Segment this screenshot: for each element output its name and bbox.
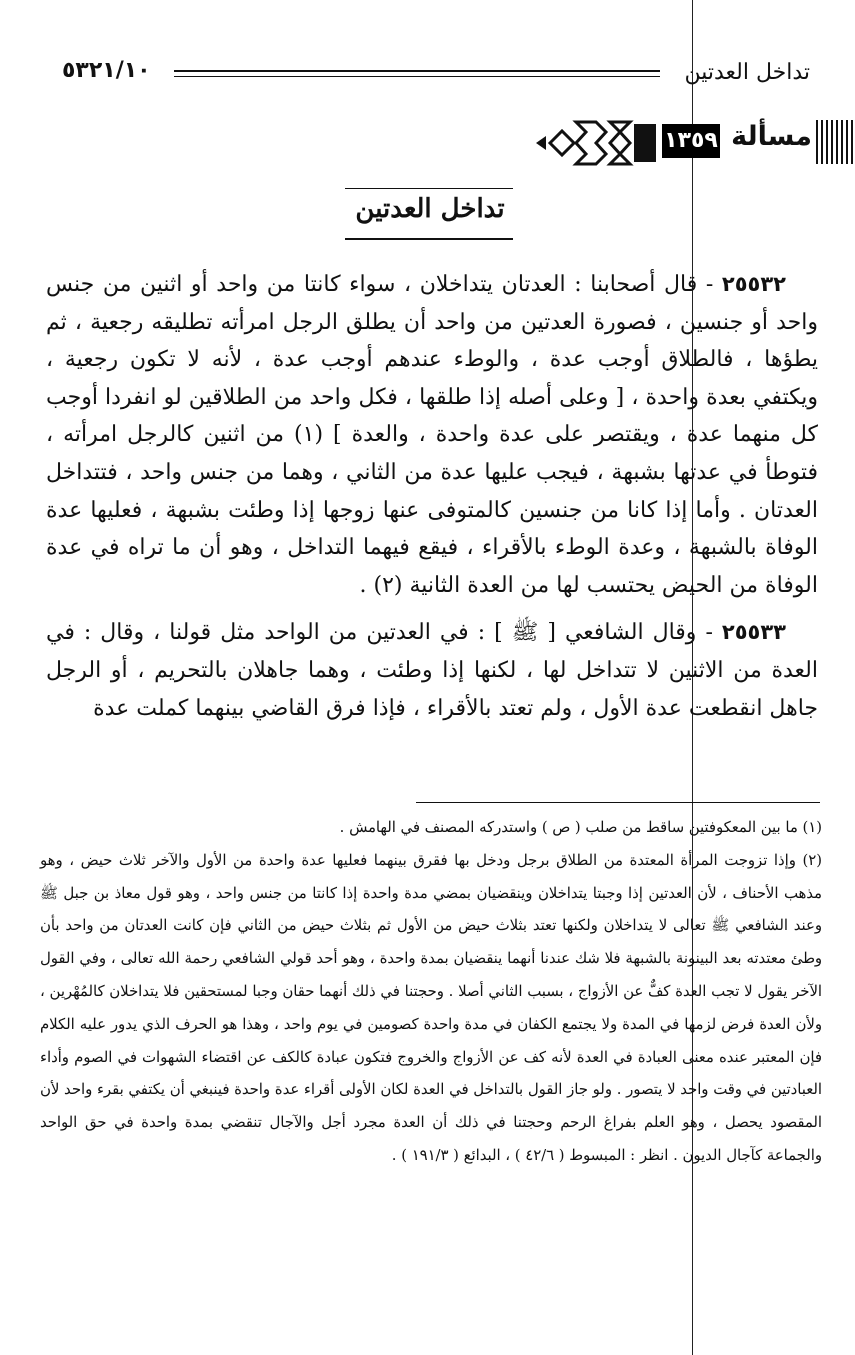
paragraph-text: - قال أصحابنا : العدتان يتداخلان ، سواء كانتا من واحد أو اثنين من جنس واحد أو جنسين ، فصورة العدتين من واحد أن يطلق الرجل امرأته تطليقه رجعية ، ثم يطؤها ، فالطلاق أوجب عدة ، والوطء عندهم أوجب عدة ، لأنه لا تكون رجعية ، ويكتفي بعدة واحدة ، [ وعلى أصله إذا طلقها ، فكل واحد من الطلاقين لو انفردا أوجب كل منهما عدة ، ويقتصر على عدة واحدة ، والعدة ] (١) من اثنين كالرجل امرأته ، فتوطأ في عدتها بشبهة ، فيجب عليها عدة من الثاني ، وهما من جنس واحد ، فتتداخل العدتان . وأما إذا كانا من جنسين كالمتوفى عنها زوجها إذا وطئت بشبهة ، فعليها عدة الوفاة بالشبهة ، وعدة الوطء بالأقراء ، فيقع فيهما التداخل ، وهو أن ما تراه في عدة الوفاة من الحيض يحتسب لها من العدة الثانية (٢) . <box>46 272 818 598</box>
masala-number: ١٣٥٩ <box>662 124 720 158</box>
ornament-icon <box>536 116 656 170</box>
paragraph <box>46 614 818 727</box>
footnote-rule <box>416 802 820 803</box>
banner-bars-decoration <box>816 120 855 164</box>
running-title: تداخل العدتين <box>684 60 810 85</box>
page-reference: ٥٣٢١/١٠ <box>62 58 151 83</box>
paragraph-number: ٢٥٥٣٣ <box>721 620 786 645</box>
footnote: (١) ما بين المعكوفتين ساقط من صلب ( ص ) واستدركه المصنف في الهامش . <box>339 819 822 836</box>
paragraph-number: ٢٥٥٣٢ <box>721 272 786 296</box>
title-rule-bottom <box>345 238 513 240</box>
footnotes <box>40 812 822 1173</box>
body-text <box>46 266 818 737</box>
section-title: تداخل العدتين <box>355 194 505 224</box>
title-rule-top <box>345 188 513 189</box>
masala-banner <box>536 116 855 172</box>
paragraph-text: - وقال الشافعي [ ﷺ ] : في العدتين من الواحد مثل قولنا ، وقال : في العدة من الاثنين لا تتداخل لها ، لكنها إذا وطئت ، وهما جاهلان بالتحريم ، أو الرجل جاهل انقطعت عدة الأول ، ولم تعتد بالأقراء ، فإذا فرق القاضي بينهما كملت عدة <box>46 620 818 721</box>
running-header <box>62 58 810 94</box>
paragraph <box>46 266 818 604</box>
header-rule <box>174 70 660 77</box>
masala-label: مسألة <box>731 121 812 152</box>
footnote: (٢) وإذا تزوجت المرأة المعتدة من الطلاق برجل ودخل بها فقرق بينهما فعليها عدة واحدة من الأول والآخر ثلاث حيض ، وهو مذهب الأحناف ، لأن العدتين إذا وجبتا يتداخلان وينقضيان بمضي مدة واحدة إذا كانتا من جنس واحد ، وهو قول معاذ بن جبل ﷺ وعند الشافعي ﷺ تعالى لا يتداخلان ولكنها تعتد بثلاث حيض من الأول ثم بثلاث حيض من الثاني فإن كانت العدتان من واحد بأن وطئ معتدته بعد البينونة بالشبهة فلا شك عندنا أنهما ينقضيان بمدة واحدة ، وهو أحد قولي الشافعي رحمة الله تعالى ، وفي القول الآخر يقول لا تجب العدة كفٌّ عن الأزواج ، بسبب الثاني أصلا . وحجتنا في ذلك أنهما حقان وجبا لمستحقين فلا يتداخلان كالمُهْرين ، ولأن العدة فرض لزمها في المدة ولا يجتمع الكفان في مدة واحدة كصومين في يوم واحد ، وهذا هو الحرف الذي يدور عليه الكلام فإن المعتبر عنده معنى العبادة في العدة لأنه كف عن الأزواج والخروج فتكون عبادة كالكف عن اقتضاء الشهوات في الصوم وأداء العبادتين في وقت واحد لا يتصور . ولو جاز القول بالتداخل في العدة لكان الأولى أقراء عدة واحدة فينبغي أن يكتفي بقرء واحد لأن المقصود يحصل ، وهو العلم بفراغ الرحم وحجتنا في ذلك أن العدة مجرد أجل والآجال تنقضي بمدة واحدة في حق الواحد والجماعة كآجال الديون . انظر : المبسوط ( ٤٢/٦ ) ، البدائع ( ١٩١/٣ ) . <box>40 851 822 1164</box>
